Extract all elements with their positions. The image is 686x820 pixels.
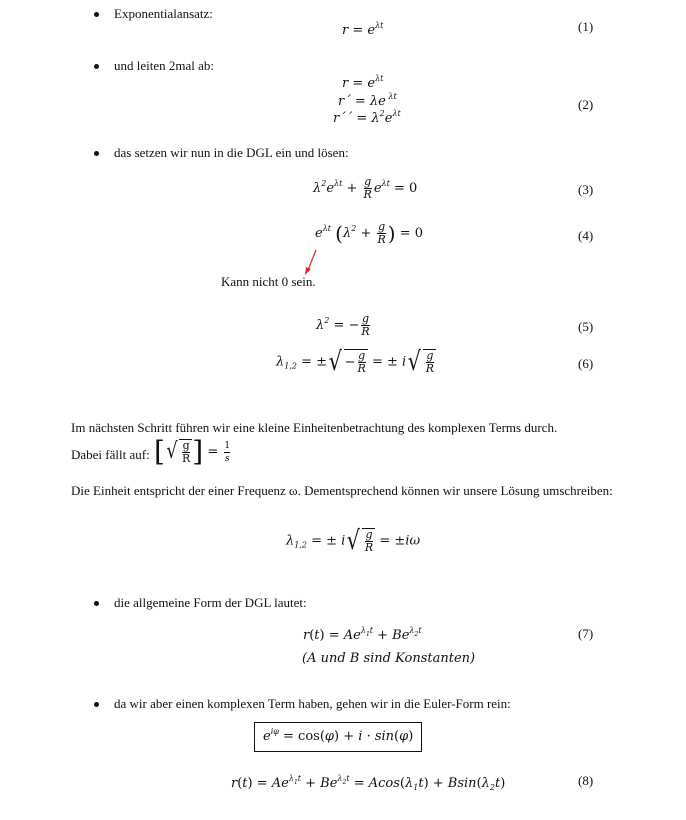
paragraph-dabei-faellt-auf: Dabei fällt auf: (71, 447, 150, 462)
paragraph-frequenz: Die Einheit entspricht der einer Frequenz ω. Dementsprechend können wir unsere Lösung umschreiben: (71, 483, 613, 498)
equation-7: $r(t) = Ae^{\lambda_1t} + Be^{\lambda_2t}$ (303, 626, 422, 643)
equation-4: $e^{\lambda t}$ ($\lambda^2$ + $\frac{g}{R}$ ) = 0 (315, 220, 424, 246)
bullet-marker (94, 12, 99, 17)
bullet-ableiten: und leiten 2mal ab: (114, 58, 215, 73)
annotation-kann-nicht-0: Kann nicht 0 sein. (221, 274, 316, 289)
equation-number-5: (5) (578, 319, 594, 334)
equation-number-8: (8) (578, 773, 594, 788)
equation-number-7: (7) (578, 626, 594, 641)
equation-5: $\lambda^2$ = − $\frac{g}{R}$ (316, 312, 370, 338)
bullet-marker (94, 151, 99, 156)
euler-formula-box: $e^{i\varphi} = \cos(\varphi) + i \cdot \sin(\varphi)$ (254, 722, 422, 752)
equation-einheit: [√ $\frac{g}{R}$ ] = $\frac{1}{s}$ (154, 435, 231, 468)
bullet-exponentialansatz: Exponentialansatz: (114, 6, 213, 21)
paragraph-einheitenbetrachtung: Im nächsten Schritt führen wir eine kleine Einheitenbetrachtung des komplexen Terms durch. (71, 420, 558, 435)
equation-lambda-omega: $\lambda_{1,2}$ = ± i√ $\frac{g}{R}$ = ±iω (286, 526, 421, 556)
note-konstanten: (A und B sind Konstanten) (302, 651, 476, 666)
bullet-marker (94, 702, 99, 707)
equation-2a: $r = e^{\lambda t}$ (342, 74, 384, 91)
bullet-dgl-einsetzen: das setzen wir nun in die DGL ein und lösen: (114, 145, 349, 160)
equation-2c: r´´ = $\lambda^2e^{\lambda t}$ (333, 109, 401, 126)
equation-number-2: (2) (578, 97, 594, 112)
bullet-allgemeine-form: die allgemeine Form der DGL lautet: (114, 595, 307, 610)
equation-number-1: (1) (578, 19, 594, 34)
bullet-euler-form: da wir aber einen komplexen Term haben, gehen wir in die Euler-Form rein: (114, 696, 511, 711)
equation-6: $\lambda_{1,2}$ = ±√ − $\frac{g}{R}$ = ± i√ $\frac{g}{R}$ (276, 347, 435, 377)
bullet-marker (94, 64, 99, 69)
equation-1: $r = e^{\lambda t}$ (342, 21, 384, 38)
equation-8: $r(t) = Ae^{\lambda_1t} + Be^{\lambda_2t} = Acos(\lambda_1t) + Bsin(\lambda_2t)$ (231, 774, 506, 792)
equation-number-3: (3) (578, 182, 594, 197)
bullet-marker (94, 601, 99, 606)
equation-number-4: (4) (578, 228, 594, 243)
equation-3: $\lambda^2e^{\lambda t}$ + $\frac{g}{R}$ $e^{\lambda t} = 0$ (313, 175, 418, 201)
equation-number-6: (6) (578, 356, 594, 371)
equation-2b: r´ = λe $^{\lambda t}$ (338, 92, 397, 109)
